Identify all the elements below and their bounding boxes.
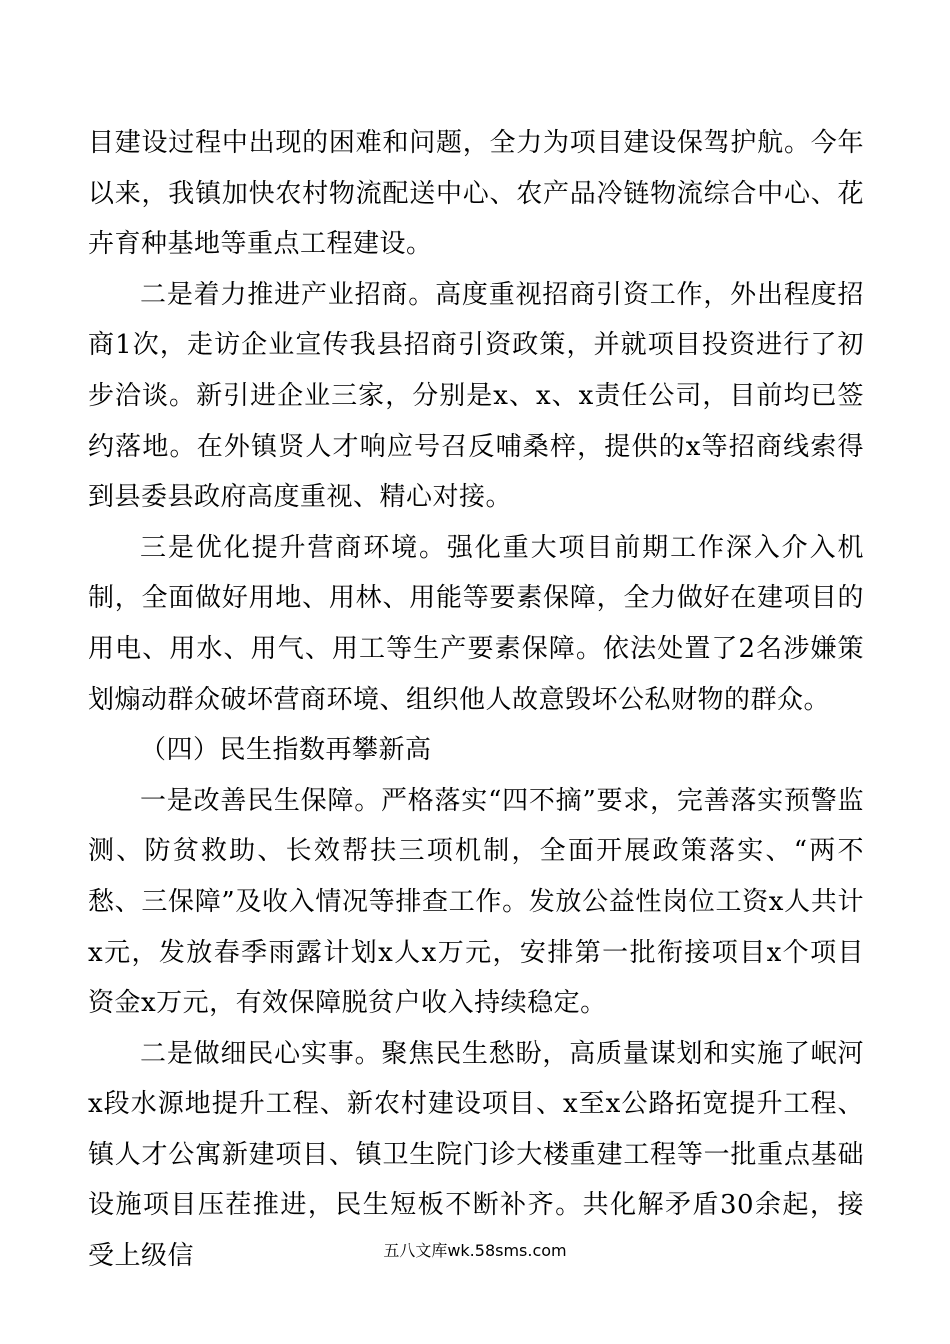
paragraph-practical-matters: 二是做细民心实事。聚焦民生愁盼，高质量谋划和实施了岷河x段水源地提升工程、新农村建设项目、x至x公路拓宽提升工程、镇人才公寓新建项目、镇卫生院门诊大楼重建工程等一批重点基础设施项目压茬推进，民生短板不断补齐。共化解矛盾30余起，接受上级信 (88, 1038, 864, 1272)
paragraph-project-construction: 目建设过程中出现的困难和问题，全力为项目建设保驾护航。今年以来，我镇加快农村物流配送中心、农产品冷链物流综合中心、花卉育种基地等重点工程建设。 (88, 128, 864, 260)
document-body (88, 118, 864, 1282)
paragraph-business-environment: 三是优化提升营商环境。强化重大项目前期工作深入介入机制，全面做好用地、用林、用能等要素保障，全力做好在建项目的用电、用水、用气、用工等生产要素保障。依法处置了2名涉嫌策划煽动群众破坏营商环境、组织他人故意毁坏公私财物的群众。 (88, 532, 864, 715)
section-heading-livelihood: （四）民生指数再攀新高 (140, 735, 432, 766)
paragraph-livelihood-security: 一是改善民生保障。严格落实“四不摘”要求，完善落实预警监测、防贫救助、长效帮扶三项机制，全面开展政策落实、“两不愁、三保障”及收入情况等排查工作。发放公益性岗位工资x人共计x元，发放春季雨露计划x人x万元，安排第一批衔接项目x个项目资金x万元，有效保障脱贫户收入持续稳定。 (88, 785, 864, 1019)
footer-watermark: 五八文库wk.58sms.com (383, 1241, 567, 1260)
paragraph-industry-investment: 二是着力推进产业招商。高度重视招商引资工作，外出程度招商1次，走访企业宣传我县招商引资政策，并就项目投资进行了初步洽谈。新引进企业三家，分别是x、x、x责任公司，目前均已签约落地。在外镇贤人才响应号召反哺桑梓，提供的x等招商线索得到县委县政府高度重视、精心对接。 (88, 279, 864, 513)
